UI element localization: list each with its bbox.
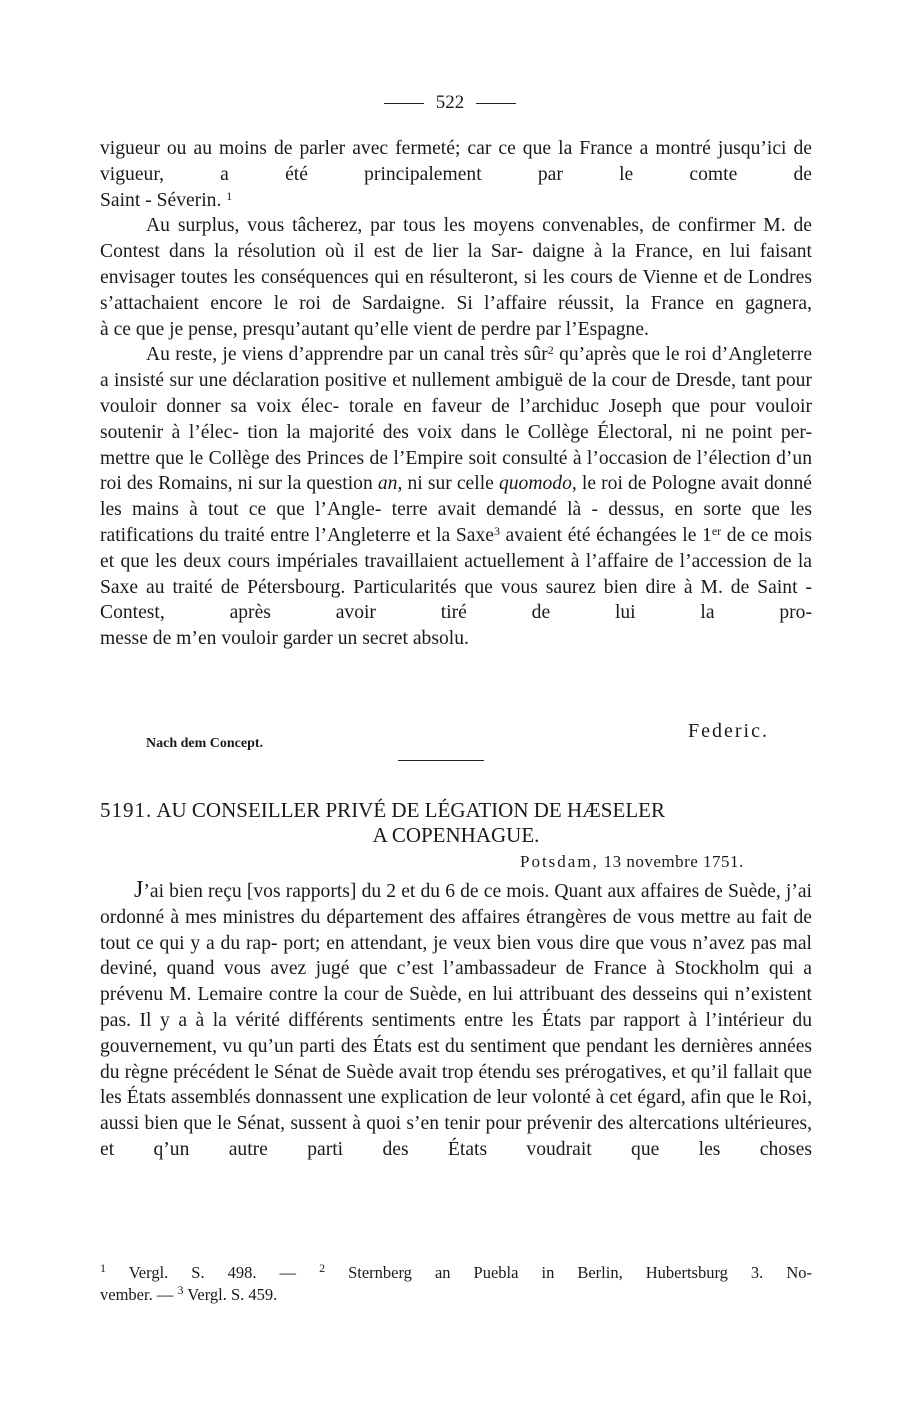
text-line: encore le roi de Sardaigne. Si l’affaire réussit, la France en gagnera, — [210, 292, 812, 314]
text-line: à ce que je pense, presqu’autant qu’elle vient de perdre par l’Espagne. — [100, 318, 649, 340]
text-line: port; en attendant, je veux bien vous dire que vous n’avez pas mal — [283, 932, 813, 954]
text-line: Au surplus, vous tâcherez, par tous les moyens convenables, de — [146, 215, 671, 237]
signature: Federic. — [688, 720, 769, 742]
ordinal-suffix: er — [711, 523, 722, 538]
text-line: le roi de Pologne avait donné les mains à tout ce que l’Angle- — [100, 473, 812, 521]
footnote-ref: 3 — [493, 523, 500, 538]
text-line: sentiments entre les États par rapport à l’intérieur du gouvernement, — [100, 1009, 812, 1057]
initial-letter: J — [134, 877, 144, 903]
paragraph-2 — [100, 213, 812, 316]
text-line: deviné, quand vous avez jugé que c’est l’ambassadeur de France à — [100, 958, 666, 980]
text-line: confirmer M. de Contest dans la résolution où il est de lier la Sar- — [100, 215, 812, 263]
paragraph-2-last-line — [100, 317, 812, 343]
text-line: qu’après que — [553, 344, 661, 366]
text-line: ni sur celle — [402, 473, 494, 495]
footnote-line — [100, 1262, 812, 1284]
footnote-number: 3 — [177, 1283, 184, 1297]
paragraph-1-last-line — [100, 188, 812, 214]
footnote-line — [100, 1284, 812, 1306]
text-line: terre avait demandé là - dessus, en sorte que les ratifications du traité — [100, 499, 812, 546]
letter-heading — [100, 798, 812, 848]
footnote-text: Vergl. S. 498. — — [106, 1263, 320, 1282]
footnote-ref: 2 — [547, 343, 554, 358]
text-line: montré jusqu’ici de vigueur, a été principalement par le comte de — [100, 138, 812, 185]
section-divider — [398, 760, 484, 761]
text-line: vu qu’un parti des États est du sentiment que pendant les dernières — [222, 1035, 754, 1057]
paragraph-3 — [100, 342, 812, 626]
text-line: messe de m’en vouloir garder un secret absolu. — [100, 628, 469, 650]
text-line: attribuant des desseins qui n’existent pas. Il y a à la vérité différents — [100, 984, 812, 1031]
text-line: années du règne précédent le Sénat de Suède avait trop étendu ses — [100, 1035, 813, 1083]
paragraph-3-last-line — [100, 626, 812, 652]
text-line: avaient été échangées le 1 — [499, 524, 712, 546]
header-dash-right — [476, 103, 516, 104]
text-line: Saint - Séverin. — [100, 189, 222, 211]
text-line: vigueur ou au moins de parler avec fermeté; car ce que la France a — [100, 138, 649, 159]
paragraph-1 — [100, 136, 812, 188]
footnote-number: 1 — [100, 1261, 106, 1275]
dateline — [520, 852, 744, 872]
text-line: explication de leur volonté à cet égard, afin que le Roi, aussi bien — [100, 1087, 812, 1135]
text-line: daigne à la France, en lui faisant envisager toutes les conséquences — [100, 241, 812, 288]
dateline-place: Potsdam, — [520, 852, 599, 871]
text-line: entre l’Angleterre et la Saxe — [270, 524, 494, 546]
text-line: tion la majorité des voix dans le Collège Électoral, ni ne point per- — [247, 421, 812, 443]
footnotes — [100, 1262, 812, 1306]
letter-body — [100, 878, 812, 1163]
footnote-text: Vergl. S. 459. — [183, 1285, 278, 1304]
letter-recipient-place: A COPENHAGUE. — [372, 823, 540, 847]
text-line: de l’élection d’un roi des Romains, ni sur la question — [100, 447, 812, 495]
text-line: ambiguë de la cour de Dresde, tant pour vouloir donner sa voix élec- — [100, 370, 812, 417]
text-line: aux affaires de Suède, j’ai ordonné à mes ministres du département des — [100, 881, 813, 928]
italic-term: quomodo, — [498, 473, 577, 495]
letter-number: 5191. — [100, 798, 153, 822]
header-dash-left — [384, 103, 424, 104]
continued-text — [100, 136, 812, 652]
text-line: de ce mois — [721, 524, 812, 546]
letter-paragraph — [100, 878, 812, 1163]
text-line: mettre que le Collège des Princes de l’Empire soit consulté à l’occasion — [100, 447, 668, 469]
text-line: et que les deux cours impériales travaillaient actuellement à l’affaire de — [100, 550, 674, 572]
dateline-date: 13 novembre 1751. — [603, 852, 744, 871]
text-line: l’accession de la Saxe au traité de Pétersbourg. Particularités que vous — [100, 550, 812, 598]
text-line: affaires étrangères de vous mettre au fait de tout ce qui y a du rap- — [100, 906, 812, 954]
italic-term: an, — [377, 473, 403, 495]
text-line: Au reste, je viens d’apprendre par un canal très sûr — [146, 344, 548, 366]
letter-recipient: AU CONSEILLER PRIVÉ DE LÉGATION DE HÆSELER — [156, 798, 665, 822]
text-line: ’ai bien reçu [vos rapports] du 2 et du 6 de ce mois. Quant — [143, 881, 603, 902]
text-line: saurez bien dire à M. de Saint - Contest, après avoir tiré de lui la pro- — [100, 576, 812, 624]
footnote-ref: 1 — [226, 188, 233, 203]
text-line: ultérieures, et q’un autre parti des États voudrait que les choses — [100, 1113, 812, 1160]
footnote-text: Sternberg an Puebla in Berlin, Hubertsburg 3. No- — [325, 1263, 812, 1282]
text-line: prérogatives, et qu’il fallait que les États assemblés donnassent une — [100, 1061, 812, 1109]
page-header — [0, 92, 900, 114]
page-number: 522 — [435, 92, 465, 113]
text-line: Stockholm qui a prévenu M. Lemaire contre la cour de Suède, en lui — [100, 958, 812, 1006]
footnote-text: vember. — — [100, 1285, 178, 1304]
text-line: torale en faveur de l’archiduc Joseph que pour vouloir soutenir à l’élec- — [100, 395, 812, 443]
text-line: le roi d’Angleterre a insisté sur une déclaration positive et nullement — [100, 344, 813, 392]
text-line: que le Sénat, sussent à quoi s’en tenir pour prévenir des altercations — [183, 1113, 720, 1135]
footnote-number: 2 — [319, 1261, 326, 1275]
source-note: Nach dem Concept. — [146, 736, 264, 751]
text-line: qui en résulteront, si les cours de Vienne et de Londres s’attachaient — [100, 266, 812, 314]
